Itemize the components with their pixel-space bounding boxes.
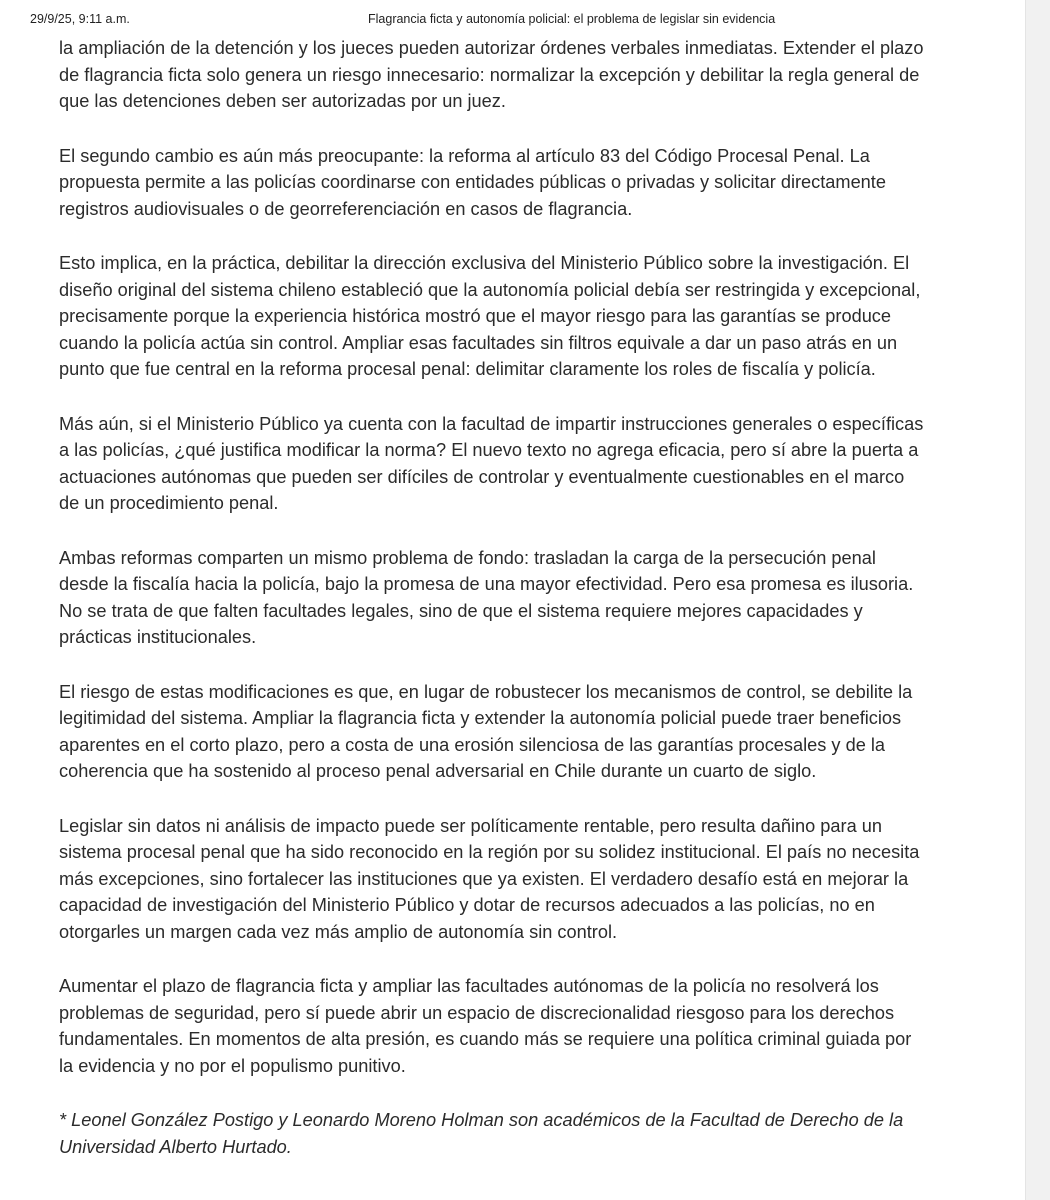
text-line: propuesta permite a las policías coordinarse con entidades públicas o privadas y solicitar directamente xyxy=(59,172,886,192)
text-line: sistema procesal penal que ha sido reconocido en la región por su solidez institucional. El país no necesita xyxy=(59,842,920,862)
print-title: Flagrancia ficta y autonomía policial: el problema de legislar sin evidencia xyxy=(368,12,776,26)
paragraph xyxy=(59,679,959,785)
paragraph xyxy=(59,545,959,651)
text-line: registros audiovisuales o de georreferenciación en casos de flagrancia. xyxy=(59,198,633,219)
text-line: cuando la policía actúa sin control. Ampliar esas facultades sin filtros equivale a dar un paso atrás en un xyxy=(59,332,898,353)
text-line: otorgarles un margen cada vez más amplio de autonomía sin control. xyxy=(59,921,618,942)
text-line: precisamente porque la experiencia histórica mostró que el mayor riesgo para las garantías se produce xyxy=(59,306,892,326)
text-line: diseño original del sistema chileno estableció que la autonomía policial debía ser restringida y excepcional, xyxy=(59,279,921,300)
text-line: la ampliación de la detención y los jueces pueden autorizar órdenes verbales inmediatas. Extender el plazo xyxy=(59,38,924,58)
viewer-side-gutter xyxy=(1025,0,1050,1200)
text-line: coherencia que ha sostenido al proceso penal adversarial en Chile durante un cuarto de siglo. xyxy=(59,761,817,781)
text-line: Universidad Alberto Hurtado. xyxy=(59,1136,292,1157)
text-line: Legislar sin datos ni análisis de impacto puede ser políticamente rentable, pero resulta dañino para un xyxy=(59,815,882,836)
text-line: que las detenciones deben ser autorizadas por un juez. xyxy=(59,91,506,111)
text-line: Esto implica, en la práctica, debilitar la dirección exclusiva del Ministerio Público sobre la investigación. El xyxy=(59,253,910,273)
article-body xyxy=(59,35,959,1178)
text-line: El riesgo de estas modificaciones es que, en lugar de robustecer los mecanismos de control, se debilite la xyxy=(59,681,913,702)
text-line: Aumentar el plazo de flagrancia ficta y ampliar las facultades autónomas de la policía no resolverá los xyxy=(59,976,879,996)
text-line: prácticas institucionales. xyxy=(59,627,257,647)
paragraph xyxy=(59,250,959,383)
text-line: No se trata de que falten facultades legales, sino de que el sistema requiere mejores capacidades y xyxy=(59,600,863,621)
text-line: la evidencia y no por el populismo punitivo. xyxy=(59,1055,406,1076)
paragraph xyxy=(59,813,959,946)
paragraph xyxy=(59,411,959,517)
text-line: punto que fue central en la reforma procesal penal: delimitar claramente los roles de fiscalía y policía. xyxy=(59,359,876,379)
paragraph xyxy=(59,143,959,223)
text-line: de flagrancia ficta solo genera un riesgo innecesario: normalizar la excepción y debilitar la regla general de xyxy=(59,64,920,85)
text-line: Ambas reformas comparten un mismo problema de fondo: trasladan la carga de la persecución penal xyxy=(59,547,876,568)
text-line: problemas de seguridad, pero sí puede abrir un espacio de discrecionalidad riesgoso para los derechos xyxy=(59,1002,895,1023)
text-line: de un procedimiento penal. xyxy=(59,493,279,513)
text-line: desde la fiscalía hacia la policía, bajo la promesa de una mayor efectividad. Pero esa promesa es ilusoria. xyxy=(59,574,914,594)
text-line: a las policías, ¿qué justifica modificar la norma? El nuevo texto no agrega eficacia, pero sí abre la puerta a xyxy=(59,440,919,460)
text-line: aparentes en el corto plazo, pero a costa de una erosión silenciosa de las garantías procesales y de la xyxy=(59,734,886,755)
author-footnote xyxy=(59,1107,959,1160)
text-line: * Leonel González Postigo y Leonardo Moreno Holman son académicos de la Facultad de Derecho de la xyxy=(59,1110,904,1130)
text-line: legitimidad del sistema. Ampliar la flagrancia ficta y extender la autonomía policial puede traer beneficios xyxy=(59,708,902,728)
paragraph xyxy=(59,973,959,1079)
paragraph xyxy=(59,35,959,115)
text-line: más excepciones, sino fortalecer las instituciones que ya existen. El verdadero desafío está en mejorar la xyxy=(59,868,909,889)
print-date: 29/9/25, 9:11 a.m. xyxy=(30,12,130,26)
text-line: capacidad de investigación del Ministerio Público y dotar de recursos adecuados a las policías, no en xyxy=(59,895,875,915)
text-line: Más aún, si el Ministerio Público ya cuenta con la facultad de impartir instrucciones generales o específicas xyxy=(59,413,924,434)
text-line: actuaciones autónomas que pueden ser difíciles de controlar y eventualmente cuestionables en el marco xyxy=(59,466,905,487)
text-line: El segundo cambio es aún más preocupante: la reforma al artículo 83 del Código Procesal Penal. La xyxy=(59,145,870,166)
print-header xyxy=(30,12,996,30)
text-line: fundamentales. En momentos de alta presión, es cuando más se requiere una política criminal guiada por xyxy=(59,1029,912,1049)
